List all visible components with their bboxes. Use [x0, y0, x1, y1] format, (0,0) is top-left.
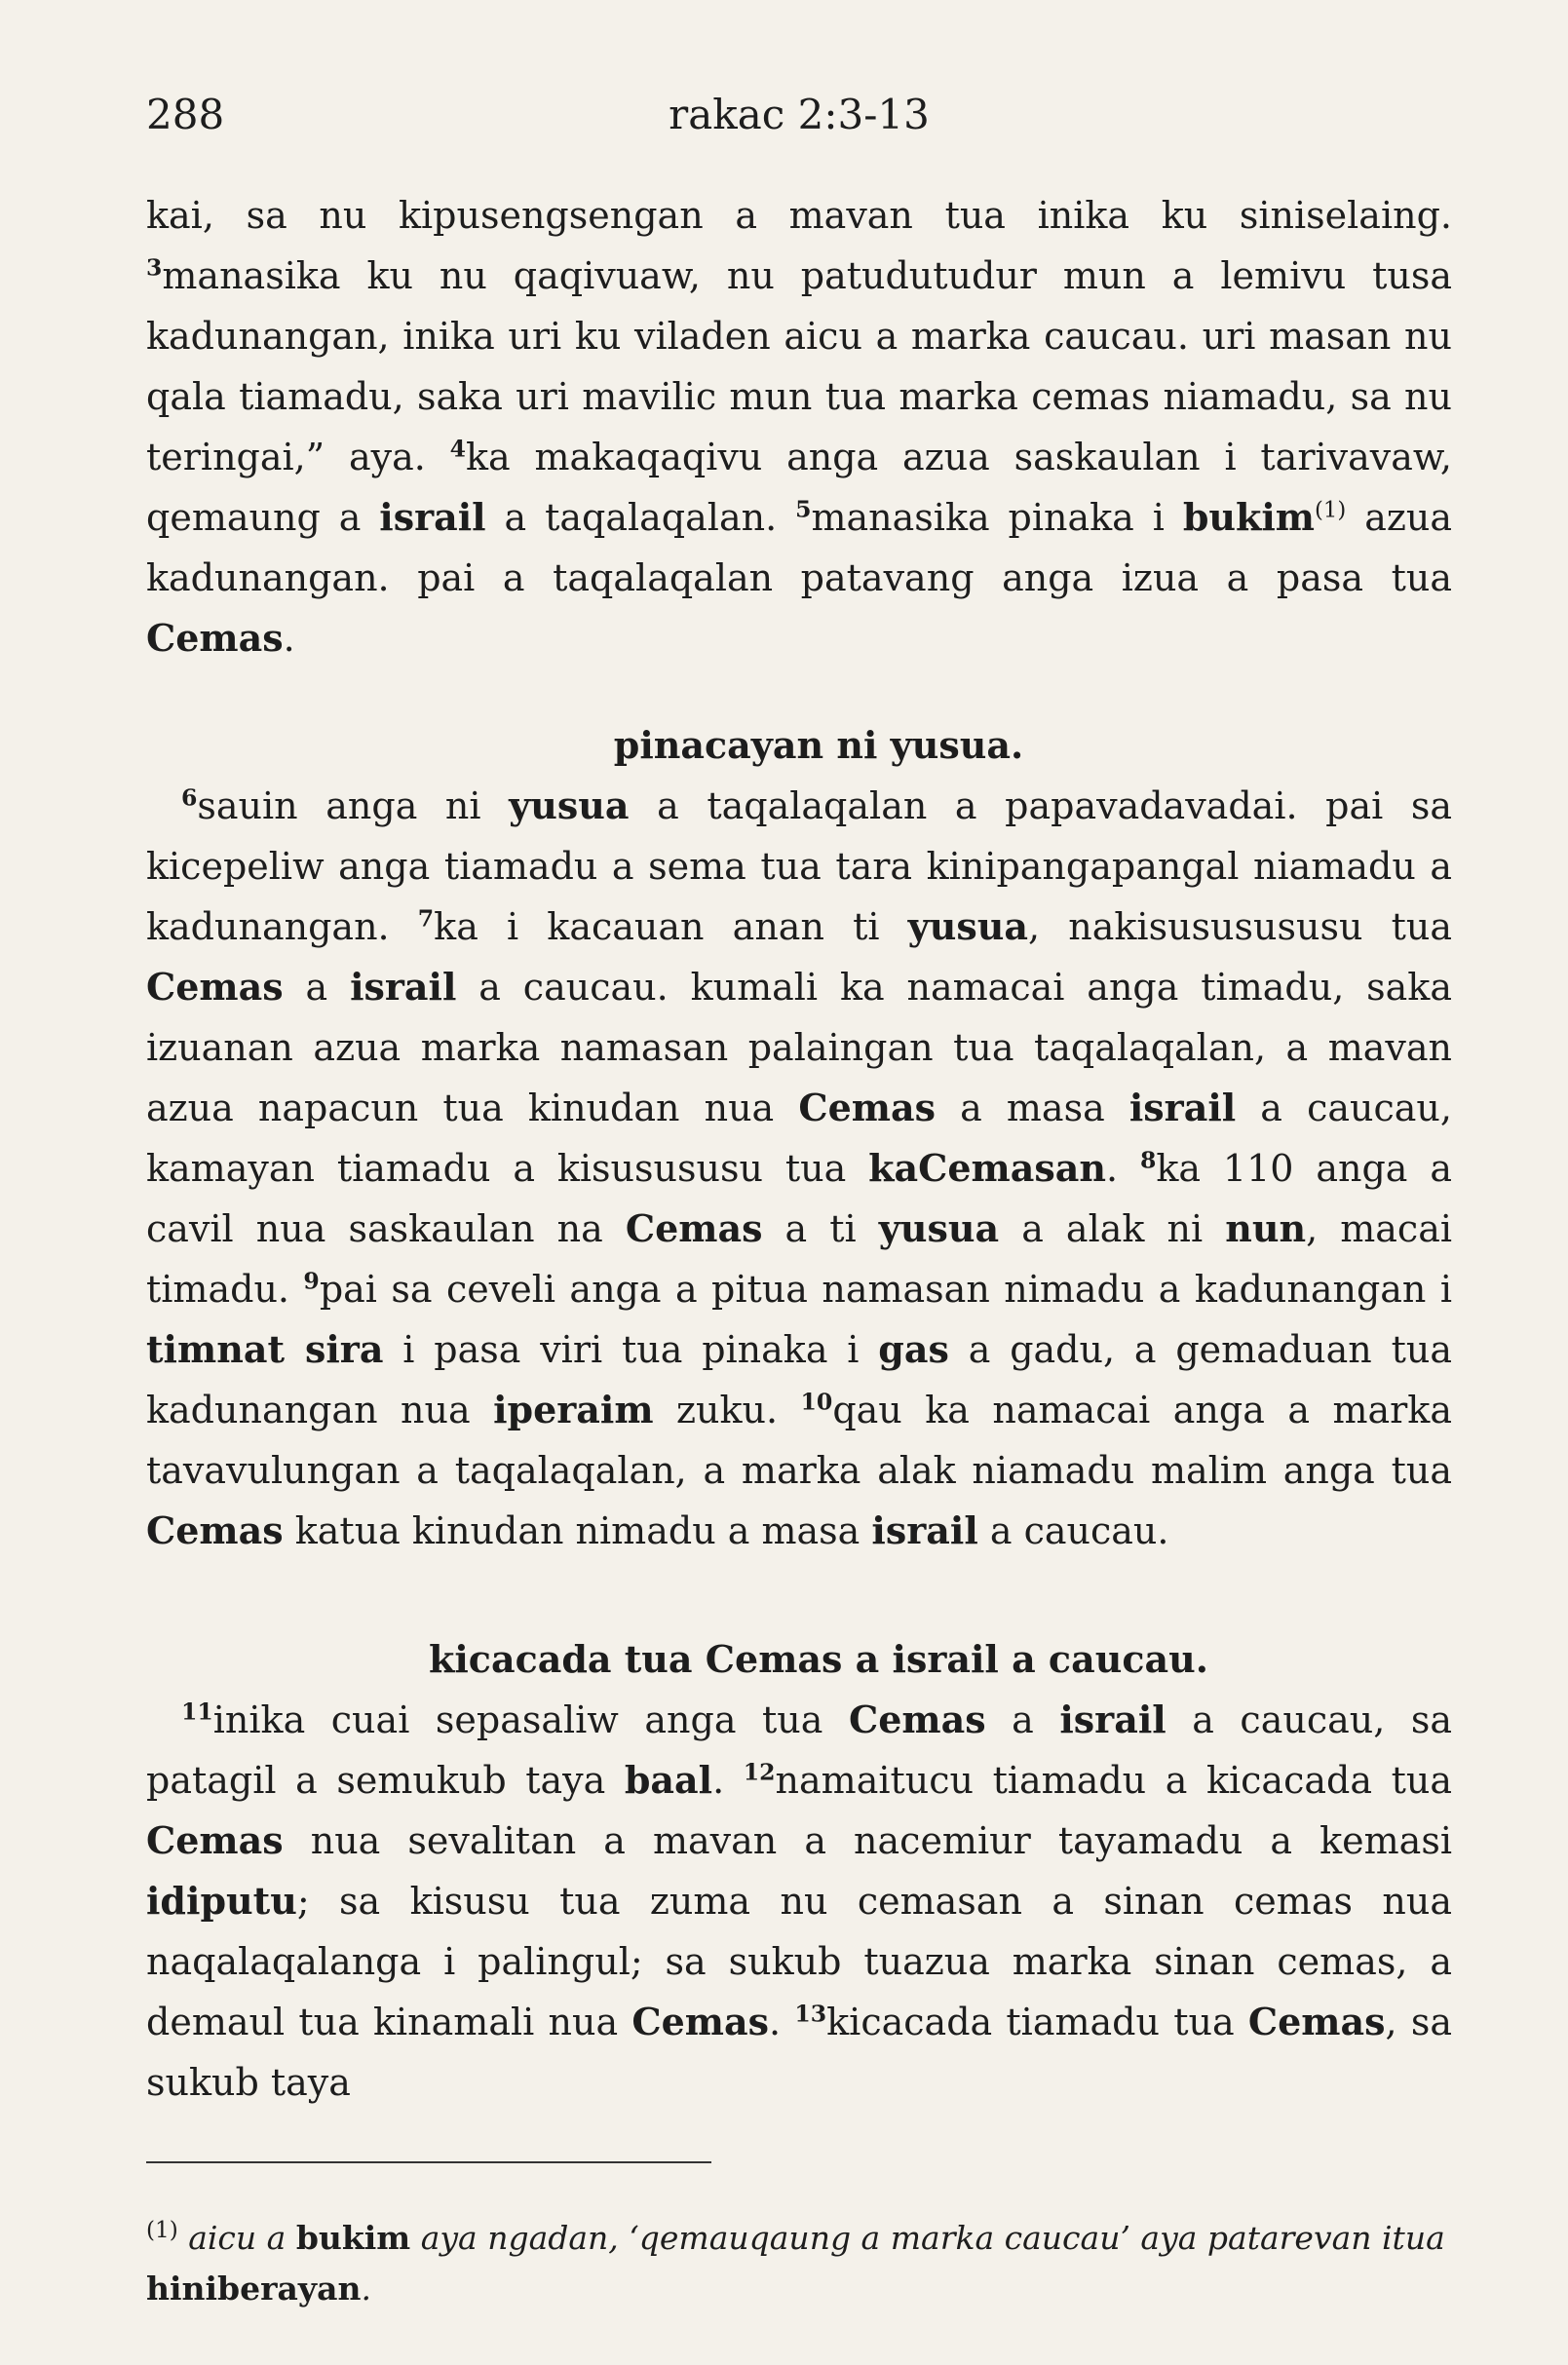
proper-noun: Cemas [146, 1508, 284, 1552]
text-run: a ti [762, 1207, 879, 1250]
section-heading: kicacada tua Cemas a israil a caucau. [429, 1637, 1208, 1681]
proper-noun: bukim [295, 2219, 411, 2257]
text-run: kicacada tiamadu tua [826, 2001, 1248, 2043]
footnote-marker: (1) [146, 2218, 178, 2243]
text-run: ; sa kisusu tua zuma nu cemasan a sinan cemas nua naqalaqalanga i palingul; sa sukub tuazua marka sinan cemas, a demaul tua kinamali nua [146, 1880, 1452, 2043]
text-run: i pasa viri tua pinaka i [383, 1328, 879, 1371]
proper-noun: yusua [509, 783, 630, 827]
proper-noun: israil [379, 495, 486, 539]
text-run: . [712, 1759, 744, 1802]
paragraph-verses-6-10 [146, 776, 1452, 1561]
footnote-reference: (1) [1314, 497, 1347, 523]
proper-noun: Cemas [146, 965, 284, 1009]
proper-noun: idiputu [146, 1879, 297, 1923]
text-run: inika cuai sepasaliw anga tua [212, 1698, 849, 1741]
text-run: azua kadunangan. pai a taqalaqalan patavang anga izua a pasa tua [146, 496, 1453, 599]
text-run: a taqalaqalan a papavadavadai. pai sa kicepeliw anga tiamadu a sema tua tara kinipangapangal niamadu a kadunangan. [146, 784, 1453, 948]
text-run: a caucau, sa patagil a semukub taya [146, 1698, 1453, 1802]
proper-noun: israil [871, 1508, 978, 1552]
proper-noun: baal [624, 1758, 713, 1802]
text-run: a caucau. kumali ka namacai anga timadu, saka izuanan azua marka namasan palaingan tua taqalaqalan, a mavan azua napacun tua kinudan nua [146, 966, 1452, 1129]
text-run: a alak ni [999, 1207, 1226, 1250]
text-run: kai, sa nu kipusengsengan a mavan tua inika ku siniselaing. [146, 194, 1452, 237]
text-run: . [283, 617, 295, 660]
text-run: ka makaqaqivu anga azua saskaulan i tarivavaw, qemaung a [146, 436, 1452, 539]
text-run: a [283, 966, 351, 1009]
proper-noun: Cemas [1247, 2000, 1386, 2043]
text-run: manasika pinaka i [811, 496, 1183, 539]
verse-number: 5 [795, 495, 812, 523]
verse-number: 12 [743, 1758, 776, 1786]
proper-noun: yusua [907, 904, 1029, 948]
text-run: . [769, 2001, 795, 2043]
text-run: aicu a [177, 2219, 296, 2257]
proper-noun: kaCemasan [868, 1146, 1106, 1190]
proper-noun: Cemas [798, 1086, 936, 1129]
verse-number: 9 [303, 1267, 320, 1295]
verse-number: 8 [1139, 1146, 1157, 1174]
footnote [146, 2213, 1452, 2314]
proper-noun: Cemas [631, 2000, 770, 2043]
section-heading: pinacayan ni yusua. [613, 723, 1024, 767]
text-run: manasika ku nu qaqivuaw, nu patudutudur mun a lemivu tusa kadunangan, inika uri ku viladen aicu a marka caucau. uri masan nu qala tiamadu, saka uri mavilic mun tua marka cemas niamadu, sa nu teringai,” aya. [146, 254, 1452, 478]
text-run: namaitucu tiamadu a kicacada tua [775, 1759, 1452, 1802]
proper-noun: iperaim [493, 1388, 654, 1431]
page-number: 288 [146, 91, 225, 138]
verse-number: 3 [146, 253, 163, 282]
text-run: a gadu, a gemaduan tua kadunangan nua [146, 1328, 1453, 1431]
text-run: . [1105, 1147, 1140, 1190]
text-run: , sa sukub taya [146, 2001, 1452, 2104]
body-text [146, 185, 1452, 2113]
proper-noun: gas [878, 1327, 949, 1371]
text-run: zuku. [653, 1389, 801, 1431]
text-run: a [985, 1698, 1060, 1741]
verse-number: 11 [181, 1697, 213, 1726]
text-run: a masa [935, 1087, 1129, 1129]
text-run: ka 110 anga a cavil nua saskaulan na [146, 1147, 1453, 1250]
proper-noun: yusua [878, 1206, 1000, 1250]
proper-noun: Cemas [848, 1697, 986, 1741]
verse-number: 10 [800, 1388, 833, 1416]
text-run: . [361, 2270, 371, 2308]
text-run: aya ngadan, ‘qemauqaung a marka caucau’ aya patarevan itua [410, 2219, 1445, 2257]
verse-number: 7 [417, 904, 435, 933]
text-run: a caucau, kamayan tiamadu a kisusususu tua [146, 1087, 1452, 1190]
text-run: katua kinudan nimadu a masa [283, 1509, 872, 1552]
proper-noun: hiniberayan [146, 2270, 362, 2308]
verse-number: 4 [449, 435, 467, 463]
verse-number: 6 [181, 783, 198, 812]
proper-noun: Cemas [146, 616, 284, 660]
paragraph-verses-2-5 [146, 185, 1452, 668]
proper-noun: bukim [1182, 495, 1315, 539]
proper-noun: israil [350, 965, 457, 1009]
text-run: a caucau. [977, 1509, 1169, 1552]
paragraph-verses-11-13 [146, 1690, 1452, 2113]
text-run: ka i kacauan anan ti [434, 905, 908, 948]
text-run: qau ka namacai anga a marka tavavulungan a taqalaqalan, a marka alak niamadu malim anga tua [146, 1389, 1452, 1492]
running-title: rakac 2:3-13 [669, 91, 930, 138]
proper-noun: nun [1225, 1206, 1307, 1250]
text-run: , macai timadu. [146, 1207, 1453, 1311]
text-run: nua sevalitan a mavan a nacemiur tayamadu a kemasi [283, 1819, 1452, 1862]
text-run: sauin anga ni [197, 784, 510, 827]
text-run: pai sa ceveli anga a pitua namasan nimadu a kadunangan i [319, 1268, 1452, 1311]
proper-noun: timnat sira [146, 1327, 384, 1371]
proper-noun: Cemas [625, 1206, 763, 1250]
footnote-divider [146, 2161, 711, 2163]
text-run: a taqalaqalan. [485, 496, 796, 539]
proper-noun: Cemas [146, 1818, 284, 1862]
verse-number: 13 [794, 2000, 827, 2028]
text-run: , nakisususususu tua [1028, 905, 1452, 948]
proper-noun: israil [1128, 1086, 1237, 1129]
proper-noun: israil [1059, 1697, 1166, 1741]
